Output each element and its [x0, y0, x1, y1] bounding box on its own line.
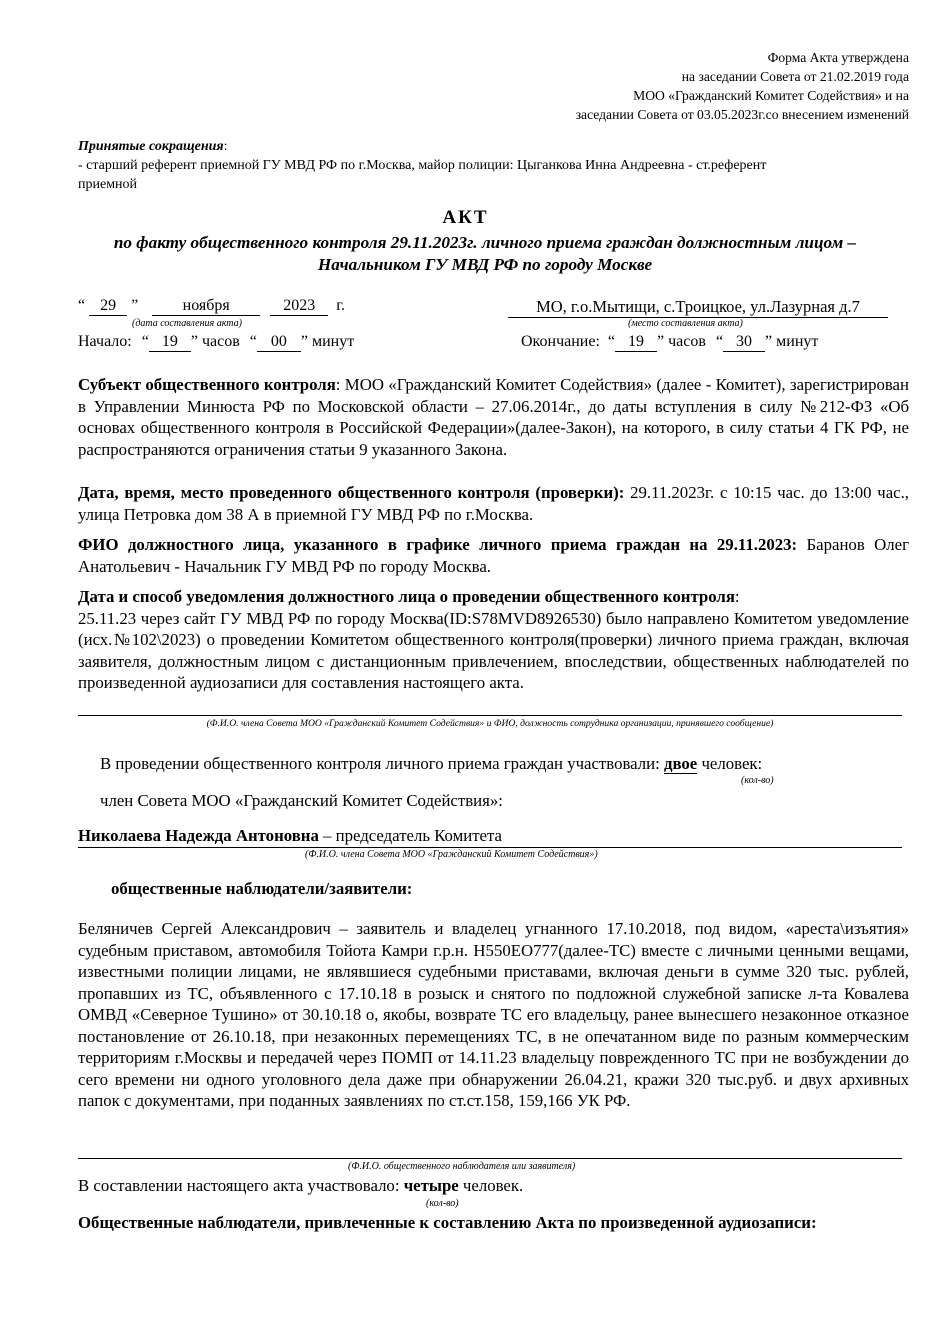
observers-underline: [78, 1158, 902, 1159]
notification-paragraph: [78, 586, 909, 694]
quote-close: ”: [131, 297, 139, 314]
date-caption: (дата составления акта): [132, 318, 242, 329]
datetime-label: Дата, время, место проведенного общественного контроля (проверки):: [78, 483, 625, 502]
header-line-2: на заседании Совета от 21.02.2019 года: [681, 69, 909, 84]
composition-count: четыре: [403, 1176, 459, 1195]
start-time-row: Начало: “ 19 ” часов “ 00 ” минут: [78, 333, 355, 350]
end-time-row: Окончание: “ 19 ” часов “ 30 ” минут: [521, 333, 819, 350]
abbreviations-colon: :: [223, 139, 228, 154]
abbreviations-title: Принятые сокращения: [78, 139, 224, 154]
place-caption: (место составления акта): [628, 318, 743, 329]
start-minutes-word: минут: [311, 333, 355, 350]
member-heading: член Совета МОО «Гражданский Комитет Содействия»:: [100, 791, 503, 810]
participants-count: двое: [663, 754, 698, 773]
official-paragraph: [78, 534, 909, 577]
abbreviations-text-2: приемной: [78, 177, 138, 192]
composition-text-after: человек.: [458, 1176, 524, 1195]
date-year-suffix: г.: [336, 297, 345, 314]
date-row: [78, 297, 345, 316]
notification-underline: [78, 715, 902, 716]
official-text: Баранов Олег Анатольевич - Начальник ГУ МВД РФ по городу Москва.: [78, 535, 909, 576]
composition-line: [78, 1176, 523, 1196]
member-row: [78, 826, 502, 846]
composition-count-caption: (кол-во): [426, 1198, 459, 1209]
datetime-paragraph: [78, 482, 909, 525]
act-subtitle-line-2: Начальником ГУ МВД РФ по городу Москве: [317, 254, 653, 274]
quote-open: “: [78, 297, 86, 314]
final-heading: Общественные наблюдатели, привлеченные к составлению Акта по произведенной аудиозаписи:: [78, 1213, 817, 1232]
notification-label: Дата и способ уведомления должностного лица о проведении общественного контроля: [78, 587, 735, 606]
subject-text: : МОО «Гражданский Комитет Содействия» (далее - Комитет), зарегистрирован в Управлении Минюста РФ по Московской области – 27.06.2014г., до даты вступления в силу №212-ФЗ «Об основах общественного контроля в Российской Федерации»(далее-Закон), на которого, в силу статьи 4 ГК РФ, не распространяются ограничения статьи 9 указанного Закона.: [78, 375, 909, 459]
header-line-4: заседании Совета от 03.05.2023г.со внесением изменений: [575, 107, 909, 122]
observers-caption: (Ф.И.О. общественного наблюдателя или заявителя): [348, 1161, 576, 1172]
participants-line: [100, 754, 762, 774]
start-minutes: 00: [257, 333, 301, 352]
member-caption: (Ф.И.О. члена Совета МОО «Гражданский Комитет Содействия»): [305, 849, 598, 860]
composition-text: В составлении настоящего акта участвовало:: [78, 1176, 404, 1195]
official-label: ФИО должностного лица, указанного в графике личного приема граждан на 29.11.2023:: [78, 535, 798, 554]
notification-colon: :: [734, 587, 740, 606]
member-underline: [78, 847, 902, 848]
act-subtitle: [40, 232, 930, 275]
place-field: [508, 297, 888, 318]
place-value: МО, г.о.Мытищи, с.Троицкое, ул.Лазурная д.7: [508, 297, 888, 318]
start-hours-word: часов: [201, 333, 240, 350]
start-label: Начало:: [78, 333, 132, 350]
abbreviations-text-1: - старший референт приемной ГУ МВД РФ по г.Москва, майор полиции: Цыганкова Инна Андреевна - ст.референт: [78, 158, 767, 173]
participants-text-after: человек:: [697, 754, 763, 773]
date-year: 2023: [270, 297, 328, 316]
form-approval-header: [576, 48, 909, 124]
header-line-3: МОО «Гражданский Комитет Содействия» и на: [633, 88, 909, 103]
end-hours: 19: [615, 333, 657, 352]
abbreviations-block: [78, 137, 909, 194]
start-hours: 19: [149, 333, 191, 352]
date-day: 29: [89, 297, 127, 316]
observers-paragraph: Беляничев Сергей Александрович – заявитель и владелец угнанного 17.10.2018, под видом, «ареста\изъятия» судебным приставом, автомобиля Тойота Камри г.р.н. Н550ЕО777(далее-ТС) вместе с личными ценными вещами, известными полиции лицами, не являвшиеся судебными приставами, включая деньги в сумме 320 тыс. рублей, пропавших из ТС, объявленного с 17.10.18 в розыск и снятого по подложной служебной записке л-та Ковалева ОМВД «Северное Тушино» от 30.10.18 о, якобы, возврате ТС его владельцу, ранее вынесшего незаконное отказное постановление от 26.10.18, при незаконных перемещениях ТС, в не опечатанном виде по разным коммерческим территориям г.Москвы и передачей через ПОМП от 14.11.23 владельцу поврежденного ТС при не возбуждении до сего времени ни одного уголовного дела даже при обнаружении 26.04.21, кражи 320 тыс.руб. и двух архивных папок с документами, при поданных заявлениях по ст.ст.158, 159,166 УК РФ.: [78, 919, 909, 1110]
end-hours-word: часов: [668, 333, 706, 350]
participants-text: В проведении общественного контроля личного приема граждан участвовали:: [100, 754, 664, 773]
subject-label: Субъект общественного контроля: [78, 375, 336, 394]
datetime-text: 29.11.2023г. с 10:15 час. до 13:00 час., улица Петровка дом 38 А в приемной ГУ МВД РФ по г.Москва.: [78, 483, 909, 524]
end-label: Окончание:: [521, 333, 600, 350]
act-subtitle-line-1: по факту общественного контроля 29.11.2023г. личного приема граждан должностным лицом –: [113, 233, 857, 252]
notification-caption: (Ф.И.О. члена Совета МОО «Гражданский Комитет Содействия» и ФИО, должность сотрудника организации, принявшего сообщение): [206, 718, 774, 729]
member-role: – председатель Комитета: [318, 826, 502, 845]
end-minutes-word: минут: [776, 333, 819, 350]
subject-paragraph: [78, 374, 909, 460]
header-line-1: Форма Акта утверждена: [767, 50, 909, 65]
act-title: АКТ: [442, 207, 489, 228]
participants-count-caption: (кол-во): [741, 775, 774, 786]
observers-heading: общественные наблюдатели/заявители:: [111, 879, 413, 898]
notification-text: 25.11.23 через сайт ГУ МВД РФ по городу Москва(ID:S78MVD8926530) было направлено Комитетом уведомление (исх.№102\2023) о проведении Комитетом общественного контроля(проверки) личного приема граждан, включая заявителя, должностным лицом с дистанционным привлечением, впоследствии, общественных наблюдателей по произведенной аудиозаписи для составления настоящего акта.: [78, 608, 909, 692]
date-month: ноября: [152, 297, 260, 316]
end-minutes: 30: [723, 333, 765, 352]
member-name: Николаева Надежда Антоновна: [78, 826, 319, 845]
